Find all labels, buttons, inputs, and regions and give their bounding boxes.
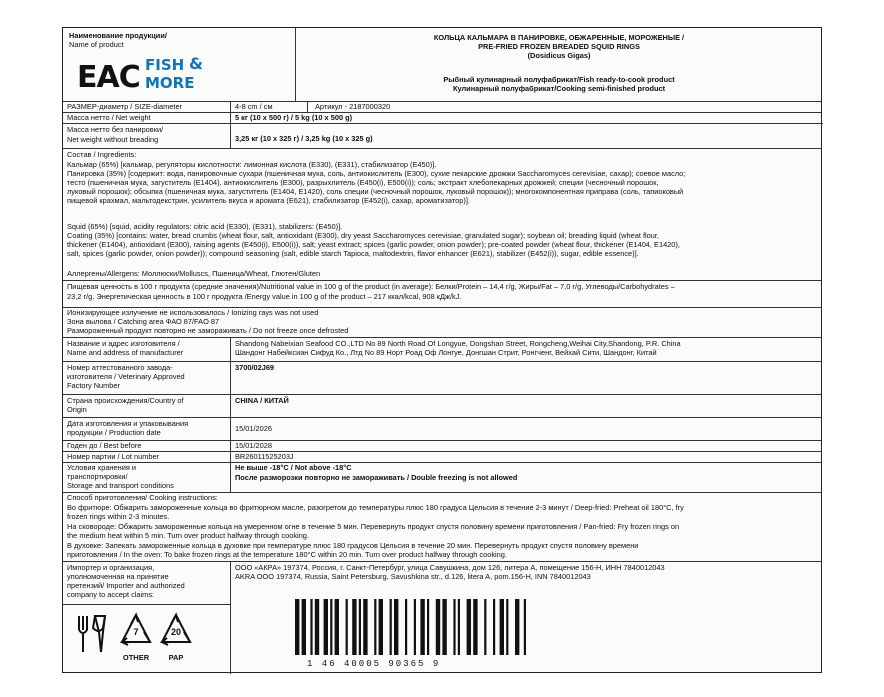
importer-label-3: претензий/ Importer and authorized (67, 581, 185, 590)
origin-label-1: Страна происхождения/Country of (67, 396, 184, 405)
storage-row (63, 463, 821, 493)
barcode-bar (335, 599, 339, 655)
cooking-heading: Способ приготовления/ Cooking instructions: (67, 493, 218, 502)
cooking-line: Во фритюре: Обжарить замороженные кольца во фритюрном масле, разогретом до температуры плюс 180 градуса Цельсия в течение 2-3 минут / Deep-fried: Preheat oil 180°C, fry (67, 503, 684, 512)
manufacturer-value-1: Shandong Nabeixian Seafood CO.,LTD No 89 North Road Of Longyue, Dongshan Street, Rongcheng,Weihai City,Shandong, P.R. China (235, 339, 681, 348)
product-title-en: PRE-FRIED FROZEN BREADED SQUID RINGS (478, 42, 640, 51)
barcode-bar (310, 599, 312, 655)
barcode-bar (453, 599, 455, 655)
product-type-2: Кулинарный полуфабрикат/Cooking semi-finished product (452, 84, 666, 93)
recycle-7-number: 7 (133, 627, 139, 637)
barcode-bar (420, 599, 424, 655)
species-name: (Dosidicus Gigas) (527, 51, 591, 60)
importer-label-2: уполномоченная на принятие (67, 572, 169, 581)
production-label-1: Дата изготовления и упаковывания (67, 419, 189, 428)
importer-value-ru: ООО «АКРА» 197374, Россия, г. Санкт-Петербург, улица Савушкина, дом 126, литера А, помещение 156-Н, ИНН 7840012043 (235, 563, 665, 572)
barcode-bar (473, 599, 477, 655)
barcode-bar (405, 599, 407, 655)
composition-ru-line: Кальмар (65%) [кальмар, регуляторы кислотности: лимонная кислота (Е330), (Е331), стабилизатор (Е450)]. (67, 160, 437, 169)
product-label (62, 27, 822, 673)
barcode-bar (493, 599, 495, 655)
composition-en-line: Coating (35%) [contains: water, bread crumbs (wheat flour, salt, antioxidant (E300), dry yeast Saccharomyces cerevisiae, granulated sugar); soybean oil; breading liquid (wheat flour, (67, 231, 659, 240)
manufacturer-label-2: Name and address of manufacturer (67, 348, 184, 357)
cooking-section (63, 493, 821, 562)
barcode-bar (442, 599, 446, 655)
barcode-bar (500, 599, 504, 655)
net-weight-no-breading-value: 3,25 кг (10 х 325 г) / 3,25 kg (10 x 325 g) (235, 134, 373, 143)
storage-label-3: Storage and transport conditions (67, 481, 174, 490)
nutrition-line-2: 23,2 г/g. Энергетическая ценность в 100 г продукта /Energy value in 100 g of the product – 217 ккал/kcal, 908 кДж/kJ. (67, 292, 462, 301)
manufacturer-row (63, 338, 821, 362)
manufacturer-value-2: Шандонг Набейксиан Сифуд Ко., Лтд No 89 Норт Роад Оф Лонгуе, Донгшан Стрит, Ронгченг, Вейхай Сити, Шандонг, Китай (235, 348, 657, 357)
cooking-line: В духовке: Запекать замороженные кольца в духовке при температуре плюс 180 градусов Цельсия в течение 20 мин. Перевернуть продукт спустя половину времени (67, 541, 639, 550)
best-before-value: 15/01/2028 (235, 441, 272, 450)
ionizing-notice: Ионизирующее излучение не использовалось / Ionizing rays was not used (67, 308, 319, 317)
header-row (63, 28, 821, 102)
barcode-bar (379, 599, 383, 655)
storage-label-1: Условия хранения и (67, 463, 137, 472)
net-weight-label: Масса нетто / Net weight (67, 113, 151, 122)
recycle-20-label: PAP (168, 653, 184, 662)
fish-more-logo (145, 56, 215, 96)
brand-more: MORE (145, 74, 195, 92)
barcode-bar (352, 599, 356, 655)
size-label: РАЗМЕР-диаметр / SIZE-diameter (67, 102, 183, 111)
importer-section (63, 562, 821, 674)
composition-ru-line: Панировка (35%) [содержит: вода, панировочные сухари (пшеничная мука, соль, антиокислитель (Е300), сухие пекарские дрожжи Saccharomyces cerevisiae, сахар); соевое масло; (67, 169, 686, 178)
composition-section (63, 149, 821, 281)
cooking-line: frozen rings within 2-3 minutes. (67, 512, 170, 521)
importer-label-4: company to accept claims: (67, 590, 155, 599)
importer-value-en: AKRA OOO 197374, Russia, Saint Petersburg, Savushkina str., d.126, litera A, pom.156-H, INN 7840012043 (235, 572, 591, 581)
approval-label-3: Factory Number (67, 381, 120, 390)
barcode-bar (427, 599, 429, 655)
barcode-bar (515, 599, 519, 655)
brand-fish: FISH (145, 56, 185, 74)
lot-label: Номер партии / Lot number (67, 452, 160, 461)
name-label-en: Name of product (69, 40, 124, 49)
recycle-20-icon (159, 612, 193, 664)
storage-temp: Не выше -18°С / Not above -18°C (235, 463, 352, 472)
barcode-bar (394, 599, 398, 655)
cooking-line: На сковороде: Обжарить замороженные кольца на умеренном огне в течение 5 мин. Перевернуть продукт спустя половину времени приготовления / Pan-fried: Fry frozen rings on (67, 522, 680, 531)
barcode-bar (467, 599, 471, 655)
weight-row (63, 113, 821, 149)
size-row (63, 102, 821, 113)
barcode-bar (390, 599, 392, 655)
net-weight-no-breading-label-1: Масса нетто без панировки/ (67, 125, 164, 134)
nutrition-line-1: Пищевая ценность в 100 г продукта (средние значения)/Nutritional value in 100 g of the product (in average): Белки/Protein – 14,4 г/g, Жиры/Fat – 7,0 г/g, Углеводы/Carbohydrates – (67, 282, 675, 291)
approval-label-1: Номер аттестованного заводa- (67, 363, 173, 372)
recycle-20-number: 20 (170, 627, 181, 637)
composition-ru-line: пищевой крахмал, мальтодекстрин, усилитель вкуса и аромата (Е621), стабилизатор (Е452(i), сахар, ароматизатор)]. (67, 196, 470, 205)
approval-value: 3700/02J69 (235, 363, 275, 372)
barcode-bar (506, 599, 508, 655)
best-before-label: Годен до / Best before (67, 441, 142, 450)
product-type-1: Рыбный кулинарный полуфабрикат/Fish ready-to-cook product (443, 75, 675, 84)
barcode-bar (363, 599, 367, 655)
recycle-7-label: OTHER (122, 653, 150, 662)
barcode-bar (436, 599, 440, 655)
notices-section (63, 308, 821, 338)
cooking-line: приготовления / In the oven: To bake frozen rings at the temperature 180°C within 20 min. Turn over product halfway through cooking. (67, 550, 507, 559)
barcode-bar (458, 599, 460, 655)
barcode-bar (302, 599, 306, 655)
composition-heading: Состав / Ingredients: (67, 150, 137, 159)
barcode-bar (484, 599, 486, 655)
importer-label-1: Импортер и организация, (67, 563, 155, 572)
barcode-bars (289, 597, 623, 657)
recycle-7-icon (119, 612, 153, 664)
composition-ru-line: тесто (пшеничная мука, загуститель (Е1404), антиокислитель (Е300), разрыхлитель (Е450(i), Е500(i)); соль; экстракт хлебопекарных дрожжей; специи (чесночный порошок, (67, 178, 659, 187)
storage-refreeze: После разморозки повторно не замораживать / Double freezing is not allowed (235, 473, 518, 482)
size-value: 4-8 cm / см (235, 102, 273, 111)
approval-label-2: изготовителя / Veterinary Approved (67, 372, 185, 381)
barcode-bar (346, 599, 348, 655)
barcode (289, 597, 623, 681)
product-title-ru: КОЛЬЦА КАЛЬМАРА В ПАНИРОВКЕ, ОБЖАРЕННЫЕ, МОРОЖЕНЫЕ / (433, 33, 685, 42)
brand-amp: & (189, 54, 203, 73)
composition-ru-line: луковый порошок); обсыпка (пшеничная мука, загуститель (Е1404, Е1420), соль специи (чесночный порошок, луковый порошок)); многокомпонентная приправа (соль, тапиоковый (67, 187, 684, 196)
barcode-bar (295, 599, 299, 655)
barcode-bar (374, 599, 376, 655)
nutrition-section (63, 281, 821, 308)
barcode-bar (359, 599, 361, 655)
production-date-row (63, 418, 821, 441)
best-before-row (63, 441, 821, 452)
origin-label-2: Origin (67, 405, 87, 414)
composition-en-line: thickener (E1404), antioxidant (E300), raising agents (E450(i), E500(i)), salt; yeast extract; spices (garlic powder, onion powder); pre-coated powder (wheat flour, thickener (E1404, E1420), (67, 240, 680, 249)
approval-row (63, 362, 821, 395)
origin-row (63, 395, 821, 418)
composition-en-line: Squid (65%) [squid, acidity regulators: citric acid (E330), (E331), stabilizers: (E450)]. (67, 222, 343, 231)
lot-value: BR26011525203J (235, 452, 294, 461)
composition-en-line: salt, spices (garlic powder, onion powder)); compound seasoning (salt, edible starch Tapioca, maltodextrin, flavor enhancer (E621), stabilizer (E452(i)), sugar, edible essence)]. (67, 249, 639, 258)
eac-mark: EAC (77, 60, 140, 95)
lot-row (63, 452, 821, 463)
refreeze-notice: Размороженный продукт повторно не замораживать / Do not freeze once defrosted (67, 326, 349, 335)
barcode-bar (324, 599, 328, 655)
food-safe-icon (73, 612, 113, 662)
storage-label-2: транспортировки/ (67, 472, 128, 481)
catching-area: Зона вылова / Catching area ФАО 87/FAO 87 (67, 317, 220, 326)
production-label-2: продукции / Production date (67, 428, 161, 437)
barcode-bar (414, 599, 416, 655)
article-number: Артикул - 2187000320 (315, 102, 391, 111)
barcode-bar (330, 599, 332, 655)
cooking-line: the medium heat within 5 min. Turn over product halfway through cooking. (67, 531, 309, 540)
origin-value: CHINA / КИТАЙ (235, 396, 289, 405)
allergens: Аллергены/Allergens: Моллюски/Molluscs, Пшеница/Wheat, Глютен/Gluten (67, 269, 321, 278)
net-weight-no-breading-label-2: Net weight without breading (67, 135, 159, 144)
barcode-bar (524, 599, 526, 655)
name-label-ru: Наименование продукции/ (69, 31, 167, 40)
barcode-bar (315, 599, 319, 655)
production-date-value: 15/01/2026 (235, 424, 272, 433)
barcode-digits: 1 46 40005 90365 9 (307, 659, 441, 669)
net-weight-value: 5 кг (10 х 500 г) / 5 kg (10 x 500 g) (235, 113, 353, 122)
manufacturer-label-1: Название и адрес изготовителя / (67, 339, 180, 348)
